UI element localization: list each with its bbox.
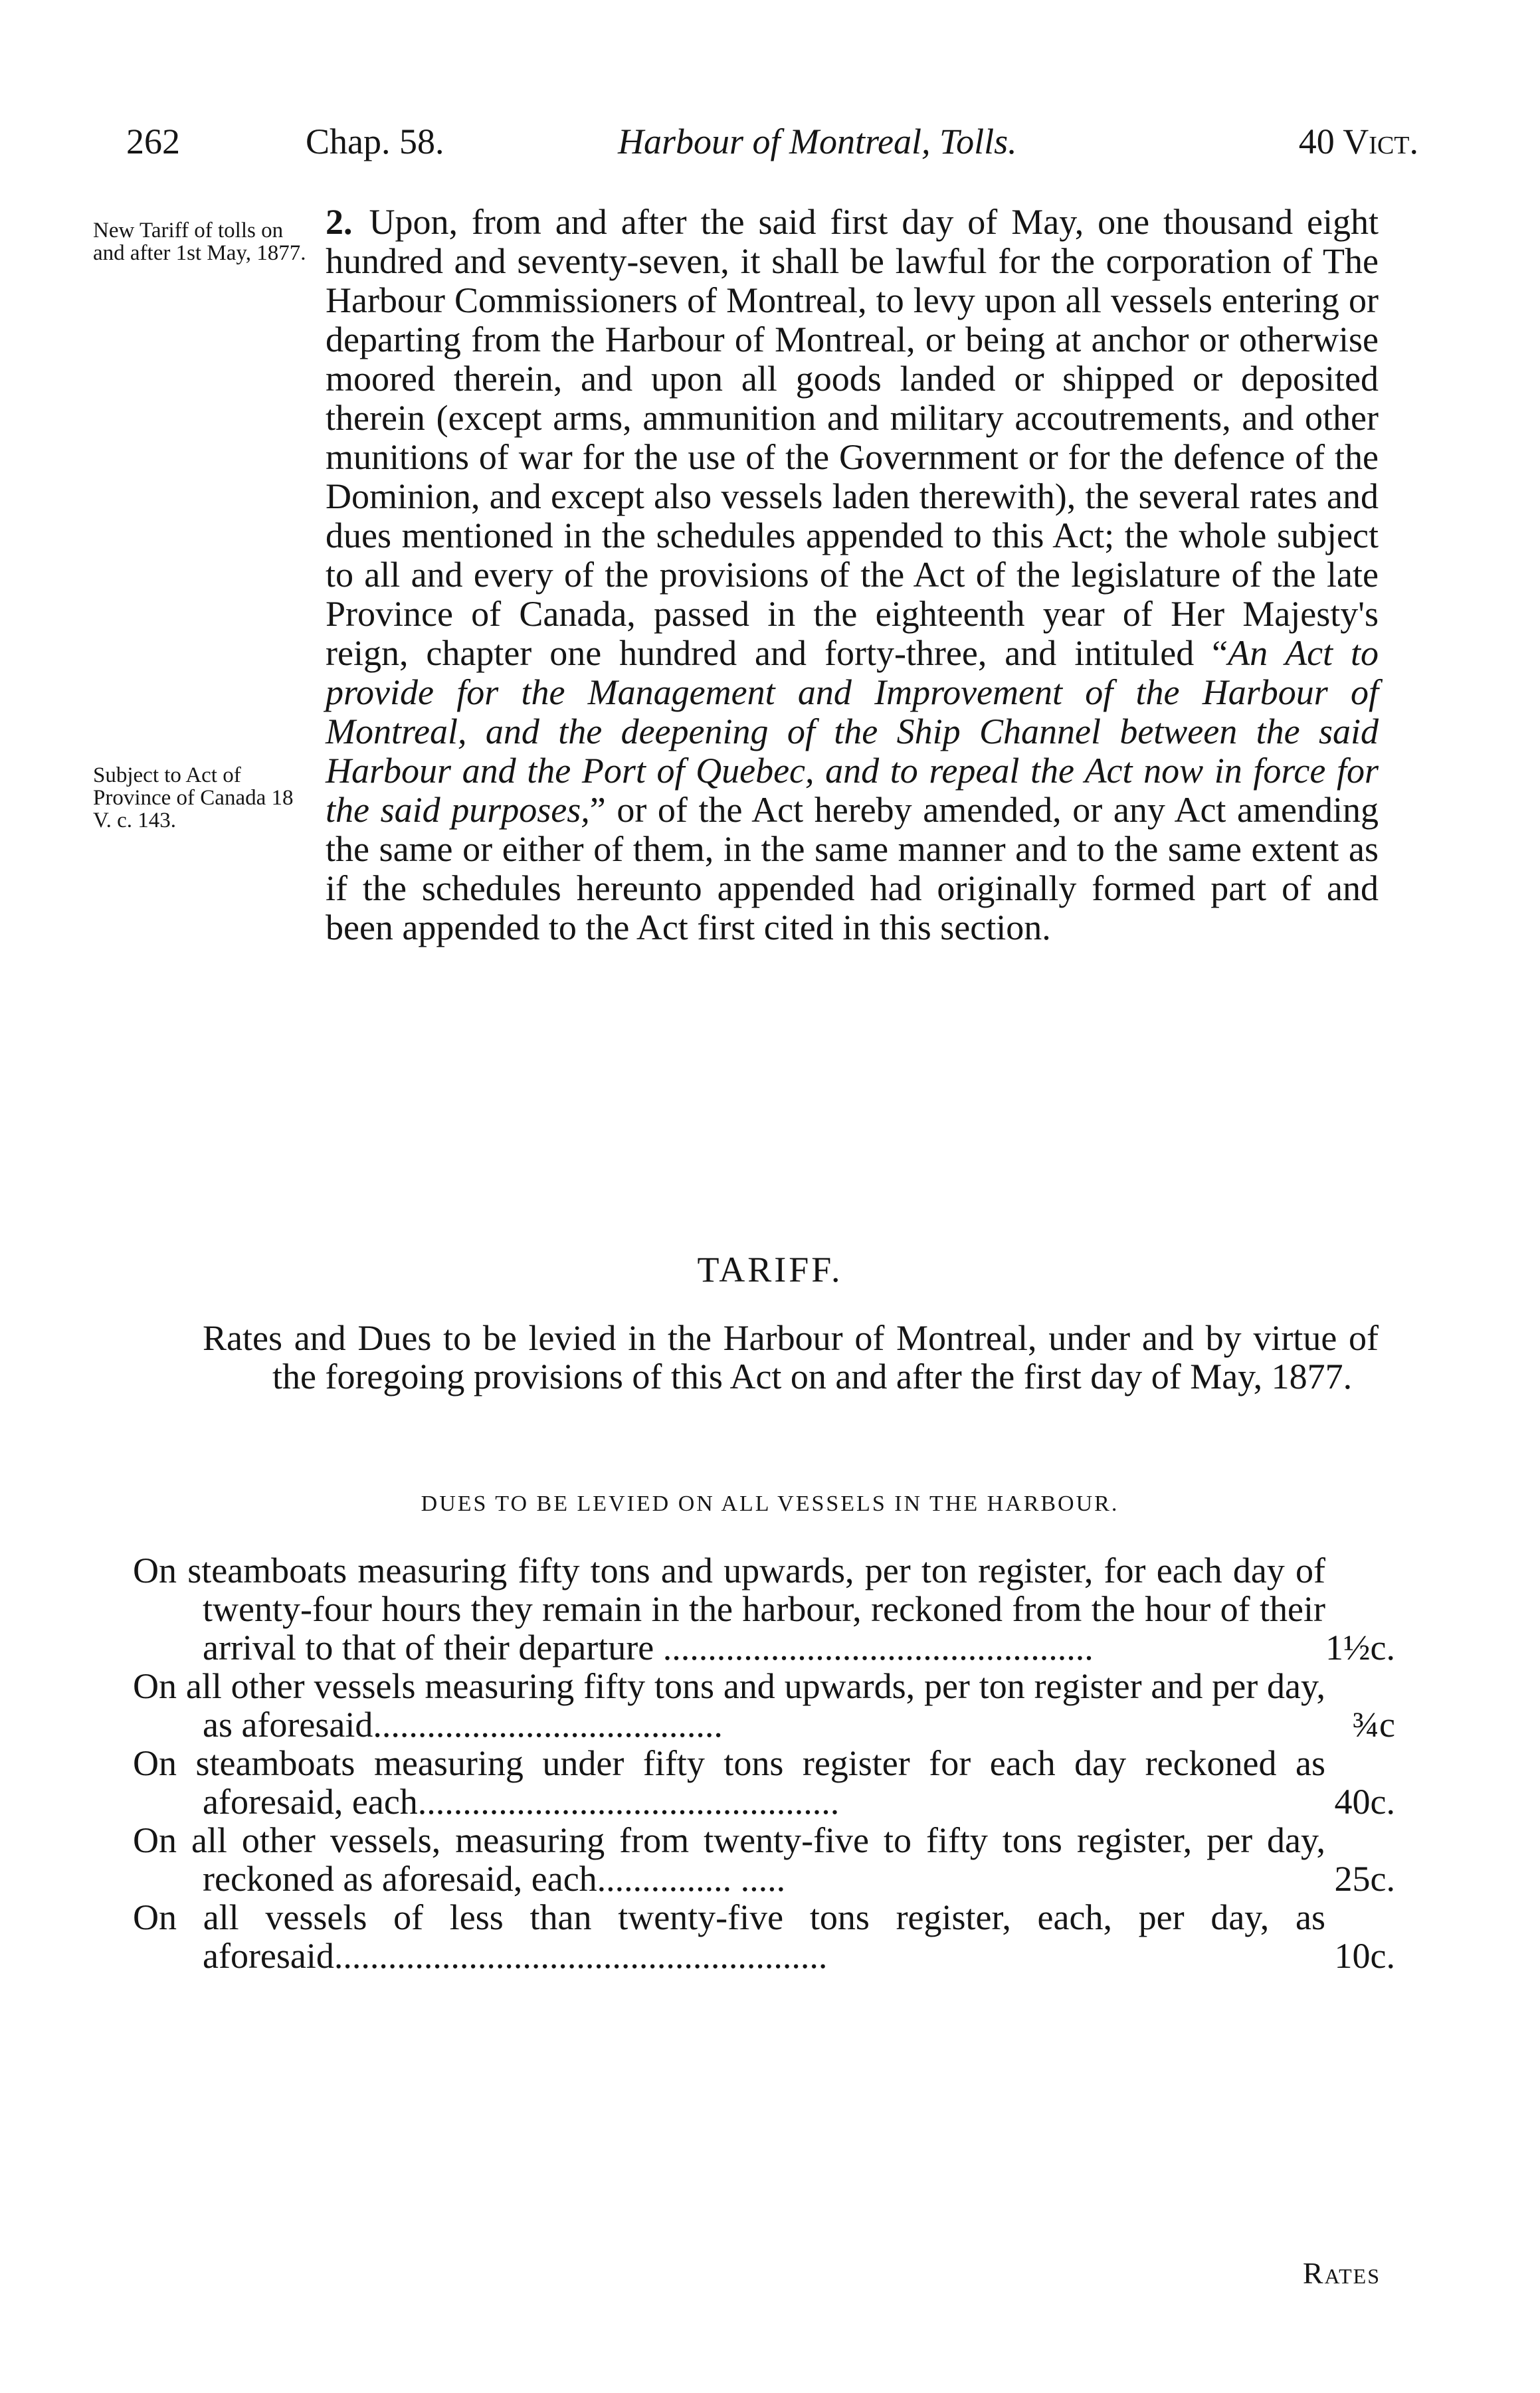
running-header: [126, 118, 1418, 165]
running-title: Harbour of Montreal, Tolls.: [618, 122, 1017, 161]
rate-entry: [133, 1667, 1395, 1744]
margin-note-subject-to-act: Subject to Act of Province of Canada 18 V. c. 143.: [93, 763, 294, 832]
section-2-text: [326, 203, 1379, 947]
act-citation: An Act to provide for the Management and Improvement of the Harbour of Montreal, and the deepening of the Ship Channel between the said Harbour and the Port of Quebec, and to repeal the Act now in force for the said purposes,: [326, 633, 1379, 830]
rate-description: On all other vessels, measuring from twenty-five to fifty tons register, per day, reckoned as aforesaid, each............... .....: [133, 1820, 1325, 1899]
section-text-after-citation: ” or of the Act hereby amended, or any Act amending the same or either of them, in the same manner and to the same extent as if the schedules hereunto appended had originally formed part of and been appended to the Act first cited in this section.: [326, 790, 1379, 947]
dues-heading: DUES TO BE LEVIED ON ALL VESSELS IN THE HARBOUR.: [421, 1491, 1119, 1516]
section-number: 2.: [326, 202, 353, 242]
rate-amount: 25c.: [1334, 1859, 1395, 1899]
rate-entry: [133, 1551, 1395, 1667]
rate-amount: 40c.: [1334, 1782, 1395, 1822]
rate-entry: [133, 1821, 1395, 1898]
margin-note-new-tariff: New Tariff of tolls on and after 1st May, 1877.: [93, 219, 306, 265]
rates-list: [133, 1551, 1395, 1975]
section-text-before-citation: Upon, from and after the said first day of May, one thousand eight hundred and seventy-seven, it shall be lawful for the corporation of The Harbour Commissioners of Montreal, to levy upon all vessels entering or departing from the Harbour of Montreal, or being at anchor or otherwise moored therein, and upon all goods landed or shipped or deposited therein (except arms, ammunition and military accoutrements, and other munitions of war for the use of the Government or for the defence of the Dominion, and except also vessels laden therewith), the several rates and dues mentioned in the schedules appended to this Act; the whole subject to all and every of the provisions of the Act of the legislature of the late Province of Canada, passed in the eighteenth year of Her Majesty's reign, chapter one hundred and forty-three, and intituled “: [326, 202, 1379, 673]
regnal-year: 40 Vict.: [1298, 122, 1418, 161]
rate-entry: [133, 1744, 1395, 1821]
rate-entry: [133, 1898, 1395, 1975]
page-number: 262: [126, 122, 180, 161]
rate-amount: 1½c.: [1325, 1628, 1395, 1668]
chapter-label: Chap. 58.: [306, 122, 444, 161]
rate-amount: ¾c: [1352, 1705, 1395, 1745]
tariff-heading: TARIFF.: [697, 1250, 843, 1290]
catchword: Rates: [1302, 2256, 1381, 2290]
tariff-intro-text: Rates and Dues to be levied in the Harbour of Montreal, under and by virtue of the foregoing provisions of this Act on and after the first day of May, 1877.: [203, 1318, 1379, 1396]
rate-description: On steamboats measuring under fifty tons register for each day reckoned as aforesaid, each...............................................: [133, 1743, 1325, 1822]
rate-description: On all other vessels measuring fifty tons and upwards, per ton register and per day, as aforesaid.......................................: [133, 1666, 1325, 1745]
tariff-intro: [203, 1319, 1379, 1396]
rate-description: On all vessels of less than twenty-five tons register, each, per day, as aforesaid.......................................................: [133, 1897, 1325, 1976]
rate-description: On steamboats measuring fifty tons and upwards, per ton register, for each day of twenty-four hours they remain in the harbour, reckoned from the hour of their arrival to that of their departure ................................................: [133, 1551, 1325, 1668]
rate-amount: 10c.: [1334, 1936, 1395, 1976]
